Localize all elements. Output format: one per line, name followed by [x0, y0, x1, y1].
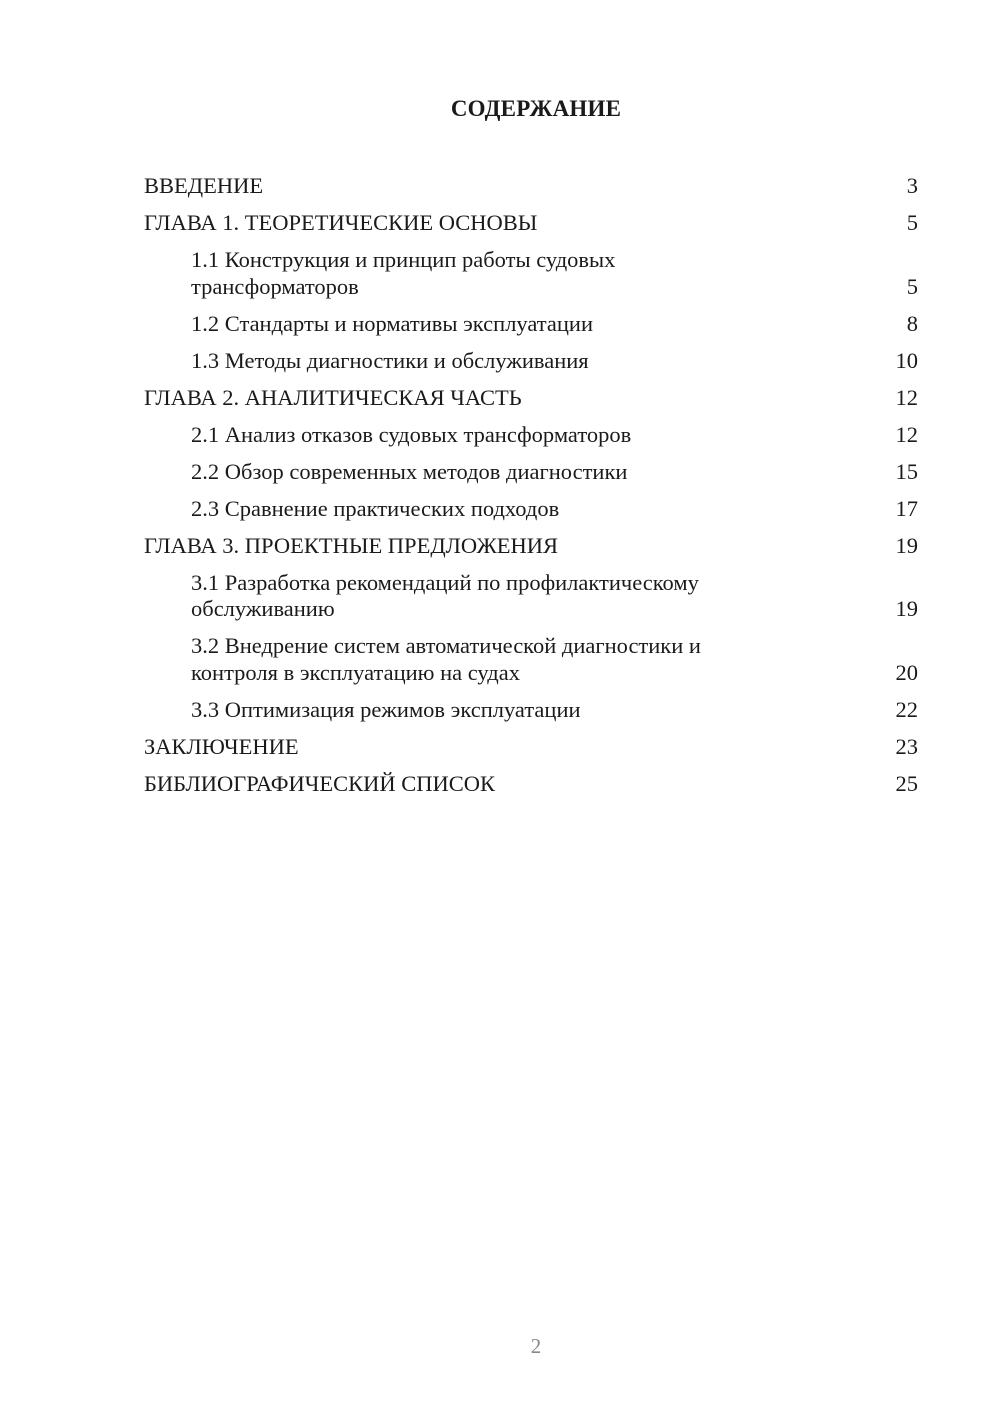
page-number: 2 — [530, 1334, 542, 1358]
toc-entry-page: 12 — [895, 384, 918, 410]
toc-entry-page: 8 — [906, 310, 918, 336]
toc-entry-label: ГЛАВА 3. ПРОЕКТНЫЕ ПРЕДЛОЖЕНИЯ — [144, 532, 559, 558]
toc-subentry — [144, 343, 918, 380]
toc-entry-label: 1.1 Конструкция и принцип работы судовых трансформаторов — [191, 247, 616, 299]
toc-subentry — [144, 491, 918, 528]
toc-entry-label: БИБЛИОГРАФИЧЕСКИЙ СПИСОК — [144, 770, 496, 796]
toc-entry-page: 19 — [895, 532, 918, 558]
toc-entry-page: 5 — [906, 273, 918, 299]
toc-entry — [144, 380, 918, 417]
toc-entry-page: 22 — [895, 696, 918, 722]
toc-subentry — [144, 692, 918, 729]
toc-entry-label: ГЛАВА 2. АНАЛИТИЧЕСКАЯ ЧАСТЬ — [144, 384, 522, 410]
toc-entry-page: 25 — [895, 770, 918, 796]
toc-subentry — [144, 628, 918, 692]
table-of-contents — [144, 168, 918, 803]
toc-entry — [144, 766, 918, 803]
toc-entry-page: 20 — [895, 659, 918, 685]
toc-entry-page: 19 — [895, 596, 918, 621]
toc-entry-page: 5 — [906, 210, 918, 235]
toc-entry-label: ВВЕДЕНИЕ — [144, 173, 264, 198]
toc-entry-page: 15 — [895, 458, 918, 484]
toc-entry — [144, 729, 918, 766]
toc-entry — [144, 205, 918, 242]
page-title: СОДЕРЖАНИЕ — [450, 96, 622, 121]
toc-subentry — [144, 417, 918, 454]
toc-entry-page: 23 — [895, 733, 918, 759]
toc-entry-page: 10 — [895, 347, 918, 373]
toc-entry-label: 2.2 Обзор современных методов диагностики — [191, 458, 628, 484]
toc-entry-label: 2.3 Сравнение практических подходов — [191, 495, 560, 521]
toc-subentry — [144, 242, 918, 306]
toc-entry — [144, 168, 918, 205]
toc-entry-page: 12 — [895, 421, 918, 447]
toc-entry-page: 17 — [895, 495, 918, 521]
toc-entry-label: 1.3 Методы диагностики и обслуживания — [191, 347, 589, 373]
toc-entry-label: ЗАКЛЮЧЕНИЕ — [144, 733, 299, 759]
toc-subentry — [144, 454, 918, 491]
toc-entry-label: 2.1 Анализ отказов судовых трансформаторов — [191, 421, 632, 447]
toc-subentry — [144, 565, 918, 629]
toc-entry-page: 3 — [906, 173, 918, 198]
toc-entry — [144, 528, 918, 565]
toc-subentry — [144, 306, 918, 343]
toc-entry-label: 1.2 Стандарты и нормативы эксплуатации — [191, 310, 594, 336]
toc-entry-label: 3.3 Оптимизация режимов эксплуатации — [191, 696, 581, 722]
toc-entry-label: 3.1 Разработка рекомендаций по профилактическому обслуживанию — [191, 569, 699, 621]
toc-entry-label: ГЛАВА 1. ТЕОРЕТИЧЕСКИЕ ОСНОВЫ — [144, 210, 538, 235]
toc-entry-label: 3.2 Внедрение систем автоматической диагностики и контроля в эксплуатацию на судах — [191, 633, 701, 685]
